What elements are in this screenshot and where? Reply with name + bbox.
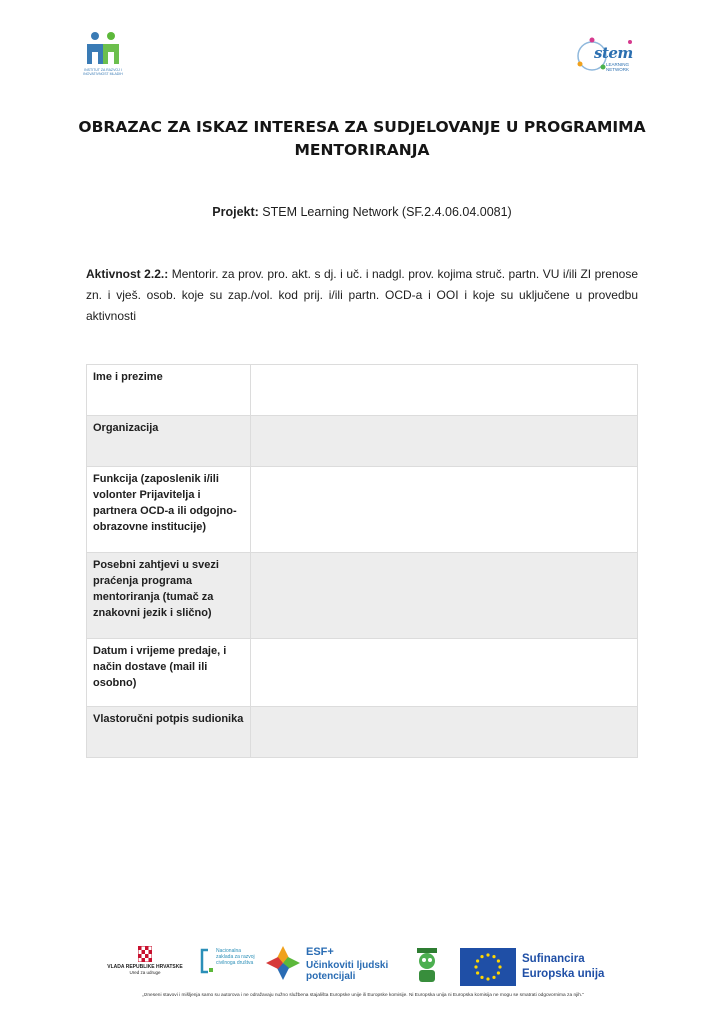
- form-label-organization: Organizacija: [87, 416, 251, 467]
- project-value: STEM Learning Network (SF.2.4.06.04.0081): [258, 205, 512, 219]
- project-label: Projekt:: [212, 205, 259, 219]
- application-form-table: [86, 364, 638, 758]
- right-logo: [572, 34, 644, 80]
- form-label-submission-date: Datum i vrijeme predaje, i način dostave (mail ili osobno): [87, 639, 251, 707]
- title-line2: MENTORIRANJA: [294, 141, 430, 159]
- left-logo: [82, 30, 124, 86]
- croatian-coat-of-arms-icon: [138, 946, 152, 962]
- nz-text: Nacionalna zaklada za razvoj civilnoga društva: [216, 948, 255, 966]
- esf-line2: Učinkoviti ljudski potencijali: [306, 960, 389, 982]
- eu-text: [522, 952, 604, 982]
- right-logo-sub1: LEARNING: [606, 62, 630, 67]
- footer-logos: [100, 944, 640, 992]
- form-label-signature: Vlastoručni potpis sudionika: [87, 707, 251, 758]
- left-logo-text: INSTITUT ZA RAZVOJ I INOVATIVNOST MLADIH: [83, 68, 123, 76]
- mascot-icon: [414, 946, 440, 984]
- activity-label: Aktivnost 2.2.:: [86, 267, 169, 281]
- form-field-organization[interactable]: [251, 416, 638, 467]
- form-field-signature[interactable]: [251, 707, 638, 758]
- form-field-name[interactable]: [251, 365, 638, 416]
- form-field-special-requirements[interactable]: [251, 553, 638, 639]
- form-label-function: Funkcija (zaposlenik i/ili volonter Prijavitelja i partnera OCD-a ili odgojno-obrazovne institucije): [87, 467, 251, 553]
- eu-line2: Europska unija: [522, 968, 605, 980]
- right-logo-sub2: NETWORK: [606, 67, 629, 72]
- esf-line1: ESF+: [306, 946, 334, 958]
- form-label-name: Ime i prezime: [87, 365, 251, 416]
- title-line1: OBRAZAC ZA ISKAZ INTERESA ZA SUDJELOVANJE U PROGRAMIMA: [78, 118, 646, 136]
- project-line: [60, 205, 664, 219]
- right-logo-word: stem: [594, 44, 633, 62]
- activity-text: Mentorir. za prov. pro. akt. s dj. i uč. i nadgl. prov. kojima struč. partn. VU i/ili ZI prenose zn. i vješ. osob. koje su zap./vol. kod prij. i/ili partn. OCD-a i OOI i koje su uključene u provedbu aktivnosti: [86, 267, 638, 323]
- activity-paragraph: [86, 264, 638, 327]
- form-label-special-requirements: Posebni zahtjevi u svezi praćenja programa mentoriranja (tumač za znakovni jezik i slično): [87, 553, 251, 639]
- vrh-logo: [100, 944, 190, 975]
- two-persons-logo-icon: [82, 30, 124, 68]
- document-title: [60, 116, 664, 162]
- form-field-submission-date[interactable]: [251, 639, 638, 707]
- form-field-function[interactable]: [251, 467, 638, 553]
- eu-flag-icon: [460, 948, 516, 986]
- right-logo-sub: [606, 62, 629, 72]
- bracket-logo-icon: [200, 948, 214, 974]
- esf-flower-icon: [264, 944, 302, 982]
- disclaimer-text: „Izneseni stavovi i mišljenja samo su autorova i ne odražavaju nužno službena stajališta Europske unije ili Europske komisije. Ni Europska unija ni Europska komisija ne mogu se smatrati odgovornima za njih.": [142, 993, 584, 998]
- eu-line1: Sufinancira: [522, 953, 585, 965]
- vrh-line2: Ured za udruge: [129, 970, 161, 975]
- vrh-line1: VLADA REPUBLIKE HRVATSKE: [107, 964, 183, 970]
